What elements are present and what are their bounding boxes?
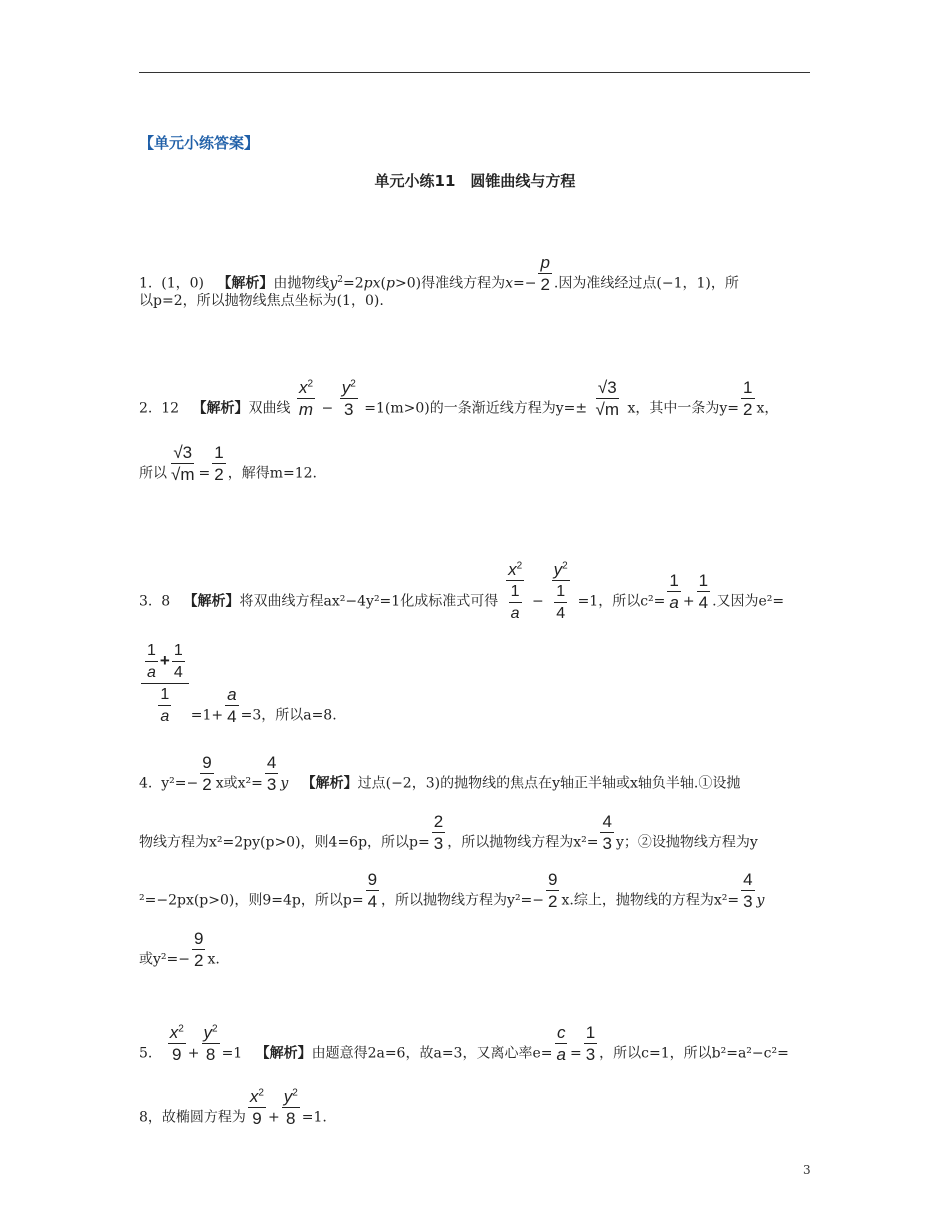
q2-line2: 所以 $\frac{√3}{√m}$ = $\frac{1}{2}$ ，解得m=12. <box>139 443 317 484</box>
q4-line4: 或y²=− $\frac{9}{2}$ x. <box>139 929 220 970</box>
section-heading: 【单元小练答案】 <box>139 134 260 152</box>
fraction-x2-over-m: $\frac{x^2}{m}$ <box>298 378 314 419</box>
fraction-1-over-4: $\frac{1}{4}$ <box>698 571 709 612</box>
q1-line1: 1. (1，0) 【解析】由抛物线$y^2=2px(p>0)$得准线方程为x=− $\frac{p}{2}$ .因为准线经过点(−1，1)，所 <box>139 253 739 294</box>
fraction-a-over-4: $\frac{a}{4}$ <box>227 685 237 726</box>
q5-line1: 5. $\frac{x^2}{9}$ + $\frac{y^2}{8}$ =1 【解析】由题意得2a=6，故a=3，又离心率e= $\frac{c}{a}$ = $\frac{1}{3}$ ，所以c=1，所以b²=a²−c²= <box>139 1023 789 1064</box>
fraction-1-over-2-b: $\frac{1}{2}$ <box>214 443 224 484</box>
fraction-x2-over-1a: $\frac{x^2}{\frac{1}{a}}$ <box>508 560 523 622</box>
q4-line3: ²=−2px(p>0)，则9=4p，所以p= $\frac{9}{4}$ ，所以抛物线方程为y²=− $\frac{9}{2}$ x.综上，抛物线的方程为x²= $\frac{4}{3}$ y <box>139 870 765 911</box>
q4-line1: 4. y²=− $\frac{9}{2}$ x或x²= $\frac{4}{3}$ y 【解析】过点(−2，3)的抛物线的焦点在y轴正半轴或x轴负半轴.①设抛 <box>139 753 741 794</box>
q2-line1: 2. 12 【解析】双曲线 $\frac{x^2}{m}$ − $\frac{y^2}{3}$ =1(m>0)的一条渐近线方程为y=± $\frac{√3}{√m}$ x，其中一条为y= $\frac{1}{2}$ x， <box>139 378 779 419</box>
fraction-1-over-a: $\frac{1}{a}$ <box>669 571 679 612</box>
fraction-4-over-3: $\frac{4}{3}$ <box>266 753 277 794</box>
fraction-x2-over-9: $\frac{x^2}{9}$ <box>169 1023 184 1064</box>
q3-line2: $\frac{1}{a}$ + $\frac{1}{4}$ $\frac{1}{a}$ =1+ $\frac{a}{4}$ =3，所以a=8. <box>139 672 819 759</box>
fraction-y2-over-8-b: $\frac{y^2}{8}$ <box>283 1087 298 1128</box>
q3-line1: 3. 8 【解析】将双曲线方程ax²−4y²=1化成标准式可得 $\frac{x^2}{\frac{1}{a}}$ − $\frac{y^2}{\frac{1}{4}}$ =1，所以c²= $\frac{1}{a}$ + $\frac{1}{4}$ .又因为e²= <box>139 560 785 622</box>
fraction-c-over-a: $\frac{c}{a}$ <box>556 1023 566 1064</box>
page-number: 3 <box>803 1163 811 1177</box>
fraction-y2-over-3: $\frac{y^2}{3}$ <box>341 378 356 419</box>
fraction-y2-over-1-4: $\frac{y^2}{\frac{1}{4}}$ <box>553 560 568 622</box>
fraction-sqrt3-over-sqrtm-2: $\frac{√3}{√m}$ <box>171 443 195 484</box>
q5-line2: 8，故椭圆方程为 $\frac{x^2}{9}$ + $\frac{y^2}{8}$ =1. <box>139 1087 327 1128</box>
fraction-y2-over-8: $\frac{y^2}{8}$ <box>203 1023 218 1064</box>
q1-line2: 以p=2，所以抛物线焦点坐标为(1，0). <box>139 293 384 309</box>
q4-line2: 物线方程为x²=2py(p>0)，则4=6p，所以p= $\frac{2}{3}$ ，所以抛物线方程为x²= $\frac{4}{3}$ y；②设抛物线方程为y <box>139 812 758 853</box>
fraction-9-over-2: $\frac{9}{2}$ <box>202 753 212 794</box>
fraction-compound-e2: $\frac{1}{a}$ + $\frac{1}{4}$ $\frac{1}{a}$ <box>141 640 189 727</box>
fraction-1-over-2: $\frac{1}{2}$ <box>743 378 753 419</box>
fraction-9-over-4: $\frac{9}{4}$ <box>367 870 378 911</box>
page-title: 单元小练11 圆锥曲线与方程 <box>374 172 576 190</box>
header-rule <box>139 72 810 73</box>
fraction-2-over-3: $\frac{2}{3}$ <box>433 812 444 853</box>
fraction-x2-over-9-b: $\frac{x^2}{9}$ <box>249 1087 264 1128</box>
fraction-9-over-2-b: $\frac{9}{2}$ <box>548 870 558 911</box>
fraction-p-over-2: $\frac{p}{2}$ <box>540 253 550 294</box>
fraction-4-over-3-b: $\frac{4}{3}$ <box>602 812 612 853</box>
fraction-4-over-3-c: $\frac{4}{3}$ <box>743 870 753 911</box>
fraction-sqrt3-over-sqrtm: $\frac{√3}{√m}$ <box>595 378 620 419</box>
fraction-9-over-2-c: $\frac{9}{2}$ <box>193 929 204 970</box>
fraction-1-over-3: $\frac{1}{3}$ <box>585 1023 596 1064</box>
